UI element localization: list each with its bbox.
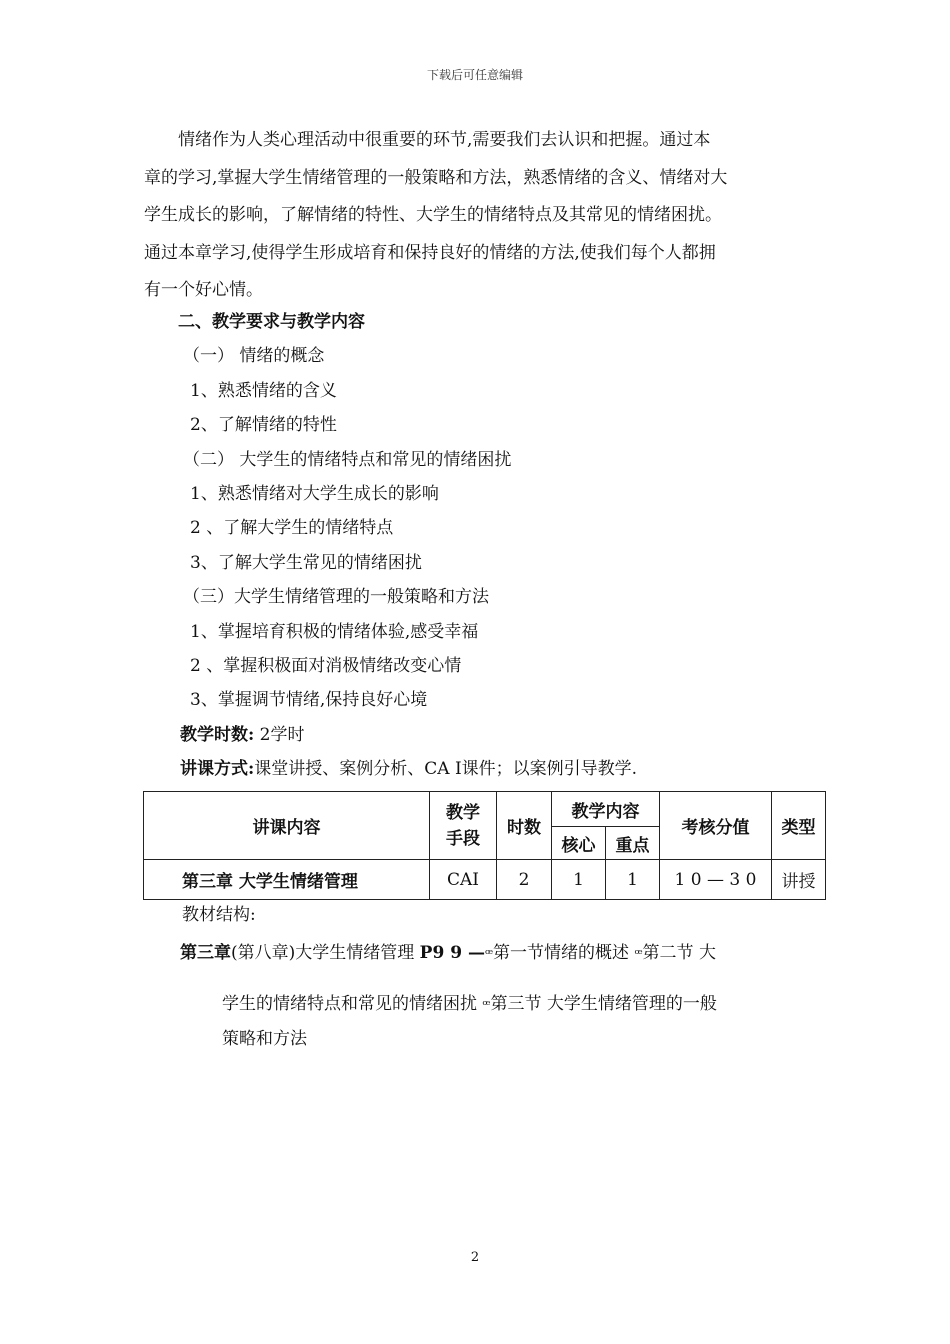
header-content: 讲课内容 [144,792,430,860]
intro-line: 情绪作为人类心理活动中很重要的环节,需要我们去认识和把握。通过本 [178,130,711,150]
teaching-method [180,758,637,780]
section-marker-icon: ꟹ [634,947,643,962]
outline-item: 1、掌握培育积极的情绪体验,感受幸福 [190,622,479,642]
outline-item: 1、熟悉情绪的含义 [190,381,337,401]
structure-section-3a: 第三节 大学生情绪管理的一般 [490,994,717,1014]
outline-item: 2 、了解大学生的情绪特点 [190,518,394,538]
section-title: 二、教学要求与教学内容 [178,312,365,332]
structure-line-3: 策略和方法 [222,1029,307,1049]
intro-line: 章的学习,掌握大学生情绪管理的一般策略和方法，熟悉情绪的含义、情绪对大 [144,167,728,188]
intro-paragraph [144,122,812,310]
cell-key: 1 [606,860,660,900]
outline-item: 3、掌握调节情绪,保持良好心境 [190,690,428,710]
outline-item: （二） 大学生的情绪特点和常见的情绪困扰 [183,450,512,470]
section-marker-icon: ꟹ [484,947,494,962]
header-means: 教学 手段 [430,792,497,860]
header-core: 核心 [552,827,606,860]
cell-type: 讲授 [772,860,826,900]
header-type: 类型 [772,792,826,860]
table-header-row [144,792,826,827]
teaching-hours-label: 教学时数: [180,725,255,745]
header-hours: 时数 [497,792,552,860]
intro-line: 学生成长的影响，了解情绪的特性、大学生的情绪特点及其常见的情绪困扰。 [144,205,722,225]
header-key: 重点 [606,827,660,860]
table-row [144,860,826,900]
cell-content: 第三章 大学生情绪管理 [144,860,430,900]
intro-line: 通过本章学习,使得学生形成培育和保持良好的情绪的方法,使我们每个人都拥 [144,242,716,263]
outline-item: 2、了解情绪的特性 [190,415,337,435]
course-table [143,791,826,900]
page-number: 2 [470,1250,480,1265]
cell-core: 1 [552,860,606,900]
outline-item: （三）大学生情绪管理的一般策略和方法 [183,587,489,607]
teaching-hours [180,724,305,746]
cell-hours: 2 [497,860,552,900]
page-header: 下载后可任意编辑 [426,68,523,82]
teaching-method-value: 课堂讲授、案例分析、CA I课件；以案例引导教学. [254,759,638,779]
outline-item: （一） 情绪的概念 [183,346,325,366]
structure-chapter: 第三章 [180,943,231,963]
structure-section-1: 第一节情绪的概述 [493,943,635,963]
teaching-method-label: 讲课方式: [180,759,255,779]
structure-line-2 [222,993,717,1017]
structure-section-2b: 学生的情绪特点和常见的情绪困扰 [222,994,483,1014]
outline-item: 3、了解大学生常见的情绪困扰 [190,553,422,573]
structure-chapter-title: (第八章)大学生情绪管理 [231,943,420,963]
outline-item: 1、熟悉情绪对大学生成长的影响 [190,484,439,504]
header-teaching-content: 教学内容 [552,792,660,827]
section-marker-icon: ꟹ [482,998,491,1013]
outline-item: 2 、掌握积极面对消极情绪改变心情 [190,656,462,676]
cell-means: CAI [430,860,497,900]
intro-line: 有一个好心情。 [144,280,263,300]
teaching-hours-value: 2学时 [254,725,305,745]
cell-score: 1 0 — 3 0 [660,860,772,900]
structure-section-2a: 第二节 大 [642,943,716,963]
structure-page-ref: P9 9 — [419,943,485,963]
structure-line-1 [180,942,716,966]
structure-label: 教材结构: [182,905,256,925]
header-score: 考核分值 [660,792,772,860]
